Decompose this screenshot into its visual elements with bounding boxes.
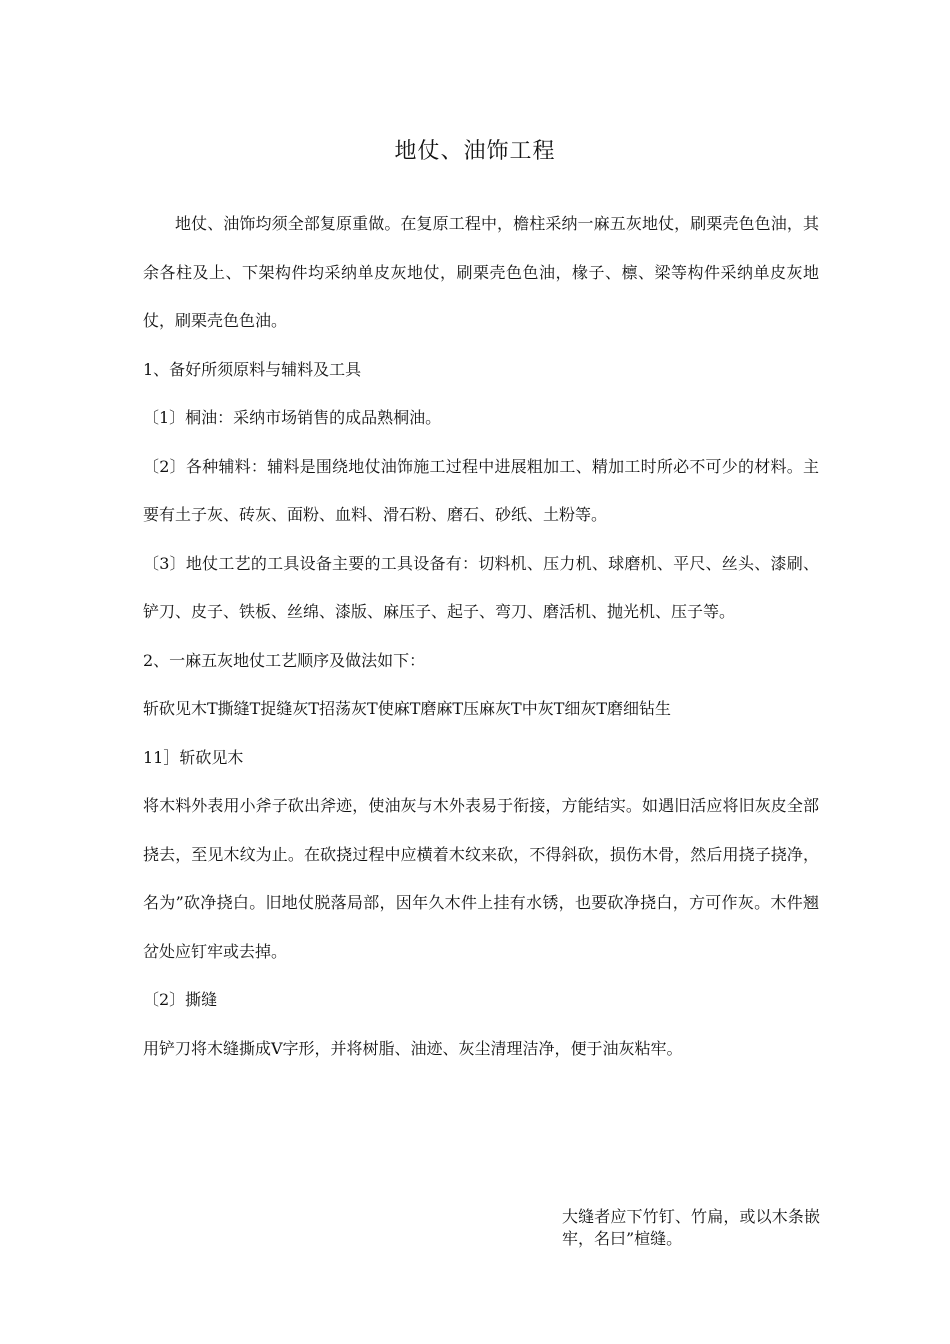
step-text-chopping: 将木料外表用小斧子砍出斧迹，使油灰与木外表易于衔接，方能结实。如遇旧活应将旧灰皮全部挠去，至见木纹为止。在砍挠过程中应横着木纹来砍，不得斜砍，损伤木骨，然后用挠子挠净，名为”砍净挠白。旧地仗脱落局部，因年久木件上挂有水锈，也要砍净挠白，方可作灰。木件翘岔处应钉牢或去掉。 — [143, 796, 819, 961]
document-body — [143, 200, 819, 1073]
margin-note: 大缝者应下竹钉、竹扁，或以木条嵌牢，名曰”楦缝。 — [562, 1207, 820, 1248]
step-heading-chopping: 11］斩砍见木 — [143, 747, 244, 767]
item-tung-oil: 〔1〕桐油：采纳市场销售的成品熟桐油。 — [143, 408, 442, 427]
page-title: 地仗、油饰工程 — [394, 139, 556, 164]
intro-paragraph: 地仗、油饰均须全部复原重做。在复原工程中，檐柱采纳一麻五灰地仗，刷栗壳色色油，其余各柱及上、下架构件均采纳单皮灰地仗，刷栗壳色色油，椽子、檩、梁等构件采纳单皮灰地仗，刷栗壳色色油。 — [143, 214, 819, 330]
section-heading-process: 2、一麻五灰地仗工艺顺序及做法如下： — [143, 650, 426, 670]
section-heading-materials: 1、备好所须原料与辅料及工具 — [143, 359, 362, 379]
item-auxiliary-materials: 〔2〕各种辅料：辅料是围绕地仗油饰施工过程中进展粗加工、精加工时所必不可少的材料。主要有土子灰、砖灰、面粉、血料、滑石粉、磨石、砂纸、土粉等。 — [143, 456, 819, 524]
process-sequence: 斩砍见木T撕缝T捉缝灰T招荡灰T使麻T磨麻T压麻灰T中灰T细灰T磨细钻生 — [143, 699, 672, 718]
step-text-seam-opening: 用铲刀将木缝撕成V字形，并将树脂、油迹、灰尘清理洁净，便于油灰粘牢。 — [143, 1038, 683, 1058]
step-heading-seam-opening: 〔2〕撕缝 — [143, 990, 218, 1009]
item-tools-equipment: 〔3〕地仗工艺的工具设备主要的工具设备有：切料机、压力机、球磨机、平尺、丝头、漆刷、铲刀、皮子、铁板、丝绵、漆版、麻压子、起子、弯刀、磨活机、抛光机、压子等。 — [143, 553, 819, 621]
